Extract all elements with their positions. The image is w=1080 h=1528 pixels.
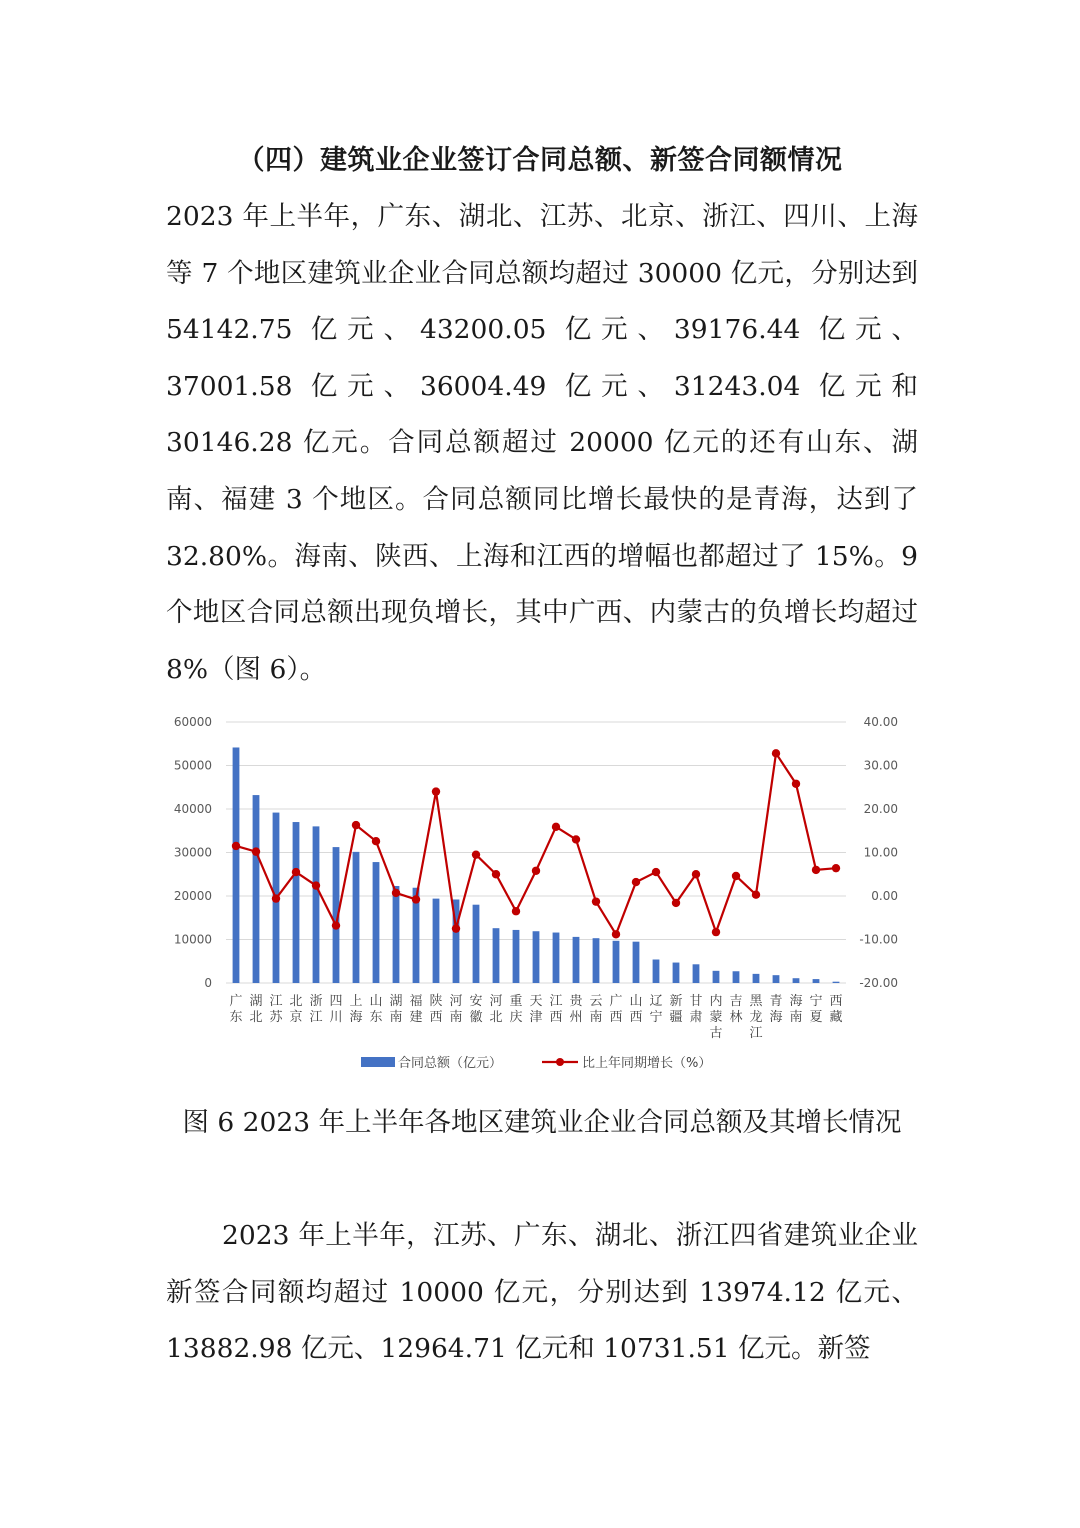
bar-mark — [353, 852, 360, 983]
growth-point — [812, 866, 820, 874]
left-tick-label: 30000 — [173, 845, 212, 860]
x-tick-label: 山西 — [629, 994, 643, 1025]
x-tick-label: 贵州 — [569, 994, 583, 1025]
x-tick-label: 新疆 — [669, 994, 683, 1025]
x-axis-labels — [229, 993, 842, 1041]
x-tick-label: 西藏 — [829, 994, 843, 1025]
x-tick-label: 内蒙古 — [709, 994, 723, 1041]
x-tick-label: 浙江 — [309, 994, 323, 1025]
x-tick-label: 湖南 — [389, 994, 403, 1025]
x-tick-label: 湖北 — [249, 994, 263, 1025]
left-tick-label: 10000 — [173, 932, 212, 947]
x-tick-label: 广西 — [609, 994, 623, 1025]
left-tick-label: 50000 — [173, 758, 212, 773]
right-tick-label: 10.00 — [863, 845, 898, 860]
x-tick-label: 云南 — [589, 994, 603, 1025]
x-tick-label: 上海 — [349, 994, 363, 1025]
growth-point — [532, 867, 540, 875]
growth-point — [232, 842, 240, 850]
right-tick-label: 0.00 — [871, 889, 898, 903]
growth-point — [712, 928, 720, 936]
x-tick-label: 天津 — [529, 994, 543, 1025]
legend-line-label: 比上年同期增长（%） — [582, 1056, 712, 1071]
left-tick-label: 20000 — [173, 889, 212, 903]
x-tick-label: 四川 — [329, 994, 343, 1025]
x-tick-label: 河北 — [489, 994, 503, 1025]
bar-mark — [393, 886, 400, 983]
bar-series — [233, 747, 840, 983]
legend-bar-swatch — [361, 1057, 395, 1067]
growth-point — [312, 881, 320, 889]
growth-point — [652, 868, 660, 876]
growth-point — [452, 924, 460, 932]
left-axis-ticks — [174, 715, 212, 990]
paragraph-contract-total: 2023 年上半年，广东、湖北、江苏、北京、浙江、四川、上海等 7 个地区建筑业企业合同总额均超过 30000 亿元，分别达到 54142.75 亿元、43200.05 亿元、39176.44 亿元、37001.58 亿元、36004.49 亿元、31243.04 亿元和 30146.28 亿元。合同总额超过 20000 亿元的还有山东、湖南、福建 3 个地区。合同总额同比增长最快的是青海，达到了 32.80%。海南、陕西、上海和江西的增幅也都超过了 15%。9 个地区合同总额出现负增长，其中广西、内蒙古的负增长均超过 8%（图 6）。 — [166, 201, 918, 685]
growth-point — [832, 864, 840, 872]
x-tick-label: 重庆 — [509, 994, 523, 1025]
left-tick-label: 0 — [204, 976, 212, 990]
growth-point — [752, 890, 760, 898]
bar-mark — [773, 975, 780, 983]
growth-point — [432, 787, 440, 795]
growth-point — [392, 889, 400, 897]
growth-point — [492, 870, 500, 878]
bar-mark — [473, 905, 480, 983]
bar-mark — [513, 930, 520, 983]
bar-mark — [793, 978, 800, 983]
bar-mark — [653, 960, 660, 983]
x-tick-label: 广东 — [229, 994, 243, 1025]
x-tick-label: 海南 — [789, 994, 803, 1025]
x-tick-label: 甘肃 — [689, 994, 703, 1025]
right-tick-label: 30.00 — [863, 758, 898, 773]
bar-mark — [693, 964, 700, 983]
bar-mark — [233, 747, 240, 983]
bar-mark — [613, 941, 620, 983]
bar-mark — [713, 971, 720, 983]
x-tick-label: 安徽 — [469, 994, 483, 1025]
x-tick-label: 河南 — [449, 994, 463, 1025]
x-tick-label: 北京 — [289, 994, 303, 1025]
x-tick-label: 青海 — [769, 994, 783, 1025]
x-tick-label: 辽宁 — [649, 994, 663, 1025]
legend-line-marker — [556, 1058, 564, 1066]
left-tick-label: 40000 — [173, 802, 212, 816]
legend-bar-label: 合同总额（亿元） — [398, 1056, 503, 1071]
line-series — [232, 749, 840, 938]
growth-point — [372, 837, 380, 845]
x-tick-label: 宁夏 — [809, 994, 823, 1025]
growth-point — [572, 835, 580, 843]
right-tick-label: -20.00 — [859, 976, 898, 990]
growth-line — [236, 753, 836, 934]
left-tick-label: 60000 — [173, 715, 212, 729]
bar-mark — [553, 933, 560, 983]
growth-point — [512, 907, 520, 915]
growth-point — [612, 930, 620, 938]
right-tick-label: -10.00 — [859, 932, 898, 947]
growth-point — [272, 894, 280, 902]
bar-mark — [253, 795, 260, 983]
growth-point — [552, 823, 560, 831]
growth-point — [332, 921, 340, 929]
bar-mark — [293, 822, 300, 983]
growth-point — [252, 847, 260, 855]
bar-mark — [633, 942, 640, 983]
contract-total-chart — [160, 705, 920, 1090]
bar-mark — [373, 862, 380, 983]
x-tick-label: 山东 — [369, 994, 383, 1025]
bar-mark — [673, 963, 680, 983]
bar-mark — [433, 899, 440, 983]
bar-mark — [493, 928, 500, 983]
section-heading: （四）建筑业企业签订合同总额、新签合同额情况 — [237, 145, 843, 176]
x-tick-label: 江苏 — [269, 994, 283, 1025]
bar-mark — [833, 982, 840, 983]
growth-point — [772, 749, 780, 757]
right-tick-label: 20.00 — [863, 802, 898, 816]
growth-point — [592, 897, 600, 905]
growth-point — [632, 878, 640, 886]
bar-mark — [533, 931, 540, 983]
bar-mark — [313, 826, 320, 983]
x-tick-label: 江西 — [549, 994, 563, 1025]
bar-mark — [753, 974, 760, 983]
right-tick-label: 40.00 — [863, 715, 898, 729]
growth-point — [472, 850, 480, 858]
growth-point — [792, 780, 800, 788]
growth-point — [292, 868, 300, 876]
paragraph-new-contracts: 2023 年上半年，江苏、广东、湖北、浙江四省建筑业企业新签合同额均超过 10000 亿元，分别达到 13974.12 亿元、13882.98 亿元、12964.71 亿元和 10731.51 亿元。新签 — [166, 1220, 918, 1365]
x-tick-label: 吉林 — [729, 994, 743, 1025]
chart-legend — [361, 1055, 711, 1071]
figure-caption: 图 6 2023 年上半年各地区建筑业企业合同总额及其增长情况 — [182, 1107, 902, 1138]
growth-point — [412, 895, 420, 903]
x-tick-label: 黑龙江 — [749, 994, 763, 1041]
bar-mark — [733, 971, 740, 983]
bar-mark — [813, 979, 820, 983]
growth-point — [672, 899, 680, 907]
growth-point — [692, 870, 700, 878]
bar-mark — [573, 937, 580, 983]
right-axis-ticks — [859, 715, 898, 990]
x-tick-label: 陕西 — [429, 994, 443, 1025]
growth-point — [352, 821, 360, 829]
bar-mark — [593, 938, 600, 983]
x-tick-label: 福建 — [409, 994, 423, 1025]
growth-point — [732, 872, 740, 880]
